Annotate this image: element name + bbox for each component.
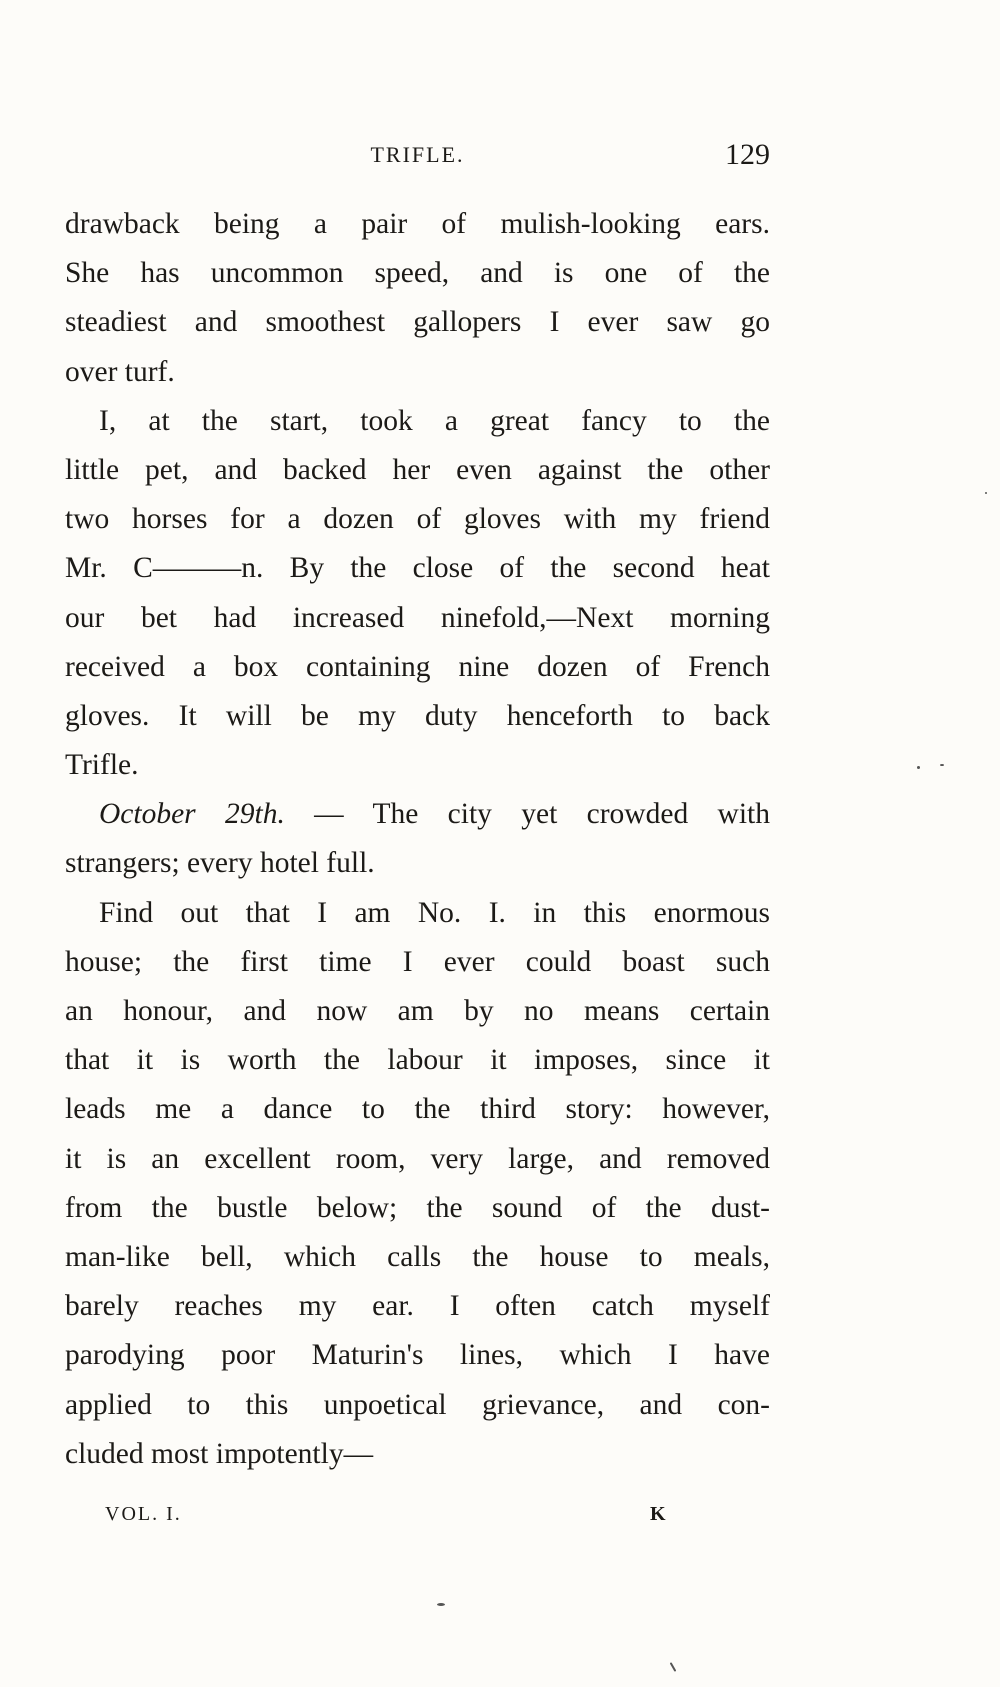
text-line: gloves. It will be my duty henceforth to back <box>65 699 770 732</box>
text-line: barely reaches my ear. I often catch myself <box>65 1290 770 1323</box>
page-header <box>65 138 770 182</box>
text-line: man-like bell, which calls the house to meals, <box>65 1240 770 1273</box>
text-line: parodying poor Maturin's lines, which I have <box>65 1339 770 1372</box>
text-line: Trifle. <box>65 749 139 782</box>
volume-signature: VOL. I. <box>105 1503 182 1525</box>
gathering-mark: K <box>650 1503 668 1525</box>
text-line: applied to this unpoetical grievance, and con- <box>65 1388 770 1421</box>
ink-speck <box>985 492 987 494</box>
text-line: cluded most impotently— <box>65 1437 374 1470</box>
text-line-diary-entry: October 29th. — The city yet crowded with <box>99 798 770 831</box>
text-line: our bet had increased ninefold,—Next morning <box>65 601 770 634</box>
diary-date: October 29th. <box>99 798 285 831</box>
text-line: drawback being a pair of mulish-looking ears. <box>65 208 770 240</box>
text-line: Mr. C———n. By the close of the second heat <box>65 552 770 585</box>
running-title: TRIFLE. <box>370 142 465 167</box>
text-line: an honour, and now am by no means certain <box>65 995 770 1027</box>
text-line: two horses for a dozen of gloves with my friend <box>65 503 770 536</box>
ink-speck <box>670 1662 677 1672</box>
page-number: 129 <box>725 138 770 171</box>
ink-speck <box>940 764 944 766</box>
text-line: steadiest and smoothest gallopers I ever saw go <box>65 306 770 339</box>
text-line: over turf. <box>65 355 175 388</box>
text-line: Find out that I am No. I. in this enormous <box>99 896 770 929</box>
text-line: from the bustle below; the sound of the dust- <box>65 1191 770 1224</box>
body-text <box>65 200 770 1479</box>
text-line: that it is worth the labour it imposes, since it <box>65 1044 770 1077</box>
text-line: She has uncommon speed, and is one of the <box>65 257 770 290</box>
text-line: leads me a dance to the third story: however, <box>65 1093 770 1126</box>
text-line: received a box containing nine dozen of French <box>65 650 770 683</box>
ink-speck <box>437 1603 445 1606</box>
ink-speck <box>917 766 920 769</box>
text-line: it is an excellent room, very large, and removed <box>65 1142 770 1175</box>
text-line: little pet, and backed her even against the other <box>65 453 770 486</box>
text-line: house; the first time I ever could boast such <box>65 945 770 978</box>
page-footer <box>65 1503 770 1533</box>
text-line: I, at the start, took a great fancy to the <box>99 404 770 437</box>
text-line: strangers; every hotel full. <box>65 847 375 880</box>
